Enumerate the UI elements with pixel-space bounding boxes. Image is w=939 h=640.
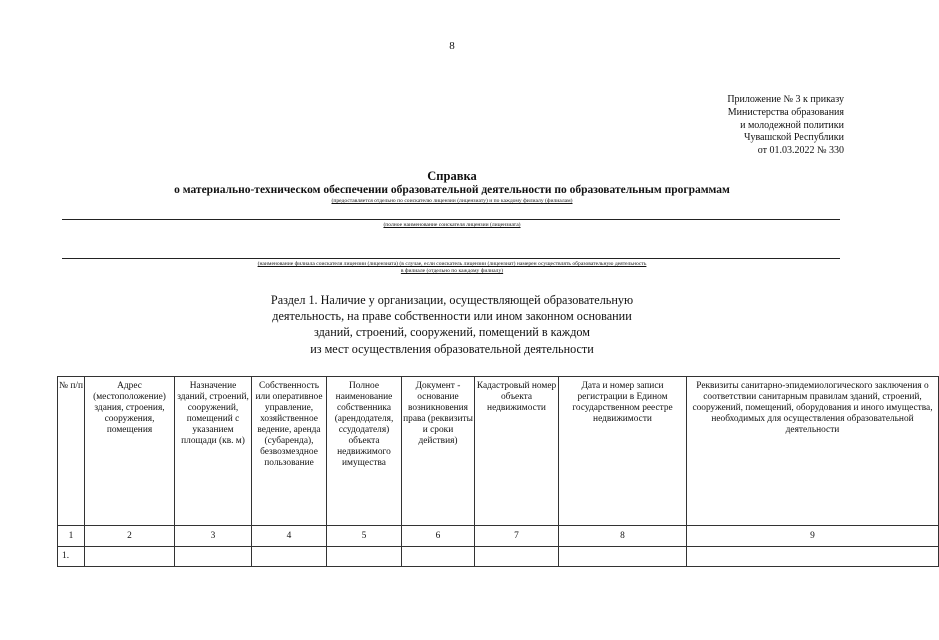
branch-caption-line: в филиале (отдельно по каждому филиалу) bbox=[400, 268, 504, 274]
header-cell: Кадастровый номер объекта недвижимости bbox=[475, 377, 559, 526]
table-cell[interactable] bbox=[687, 547, 939, 567]
full-name-field-line[interactable] bbox=[62, 219, 840, 220]
table-cell[interactable] bbox=[475, 547, 559, 567]
column-number: 5 bbox=[327, 526, 402, 547]
table-row bbox=[58, 547, 939, 567]
header-cell: Собственность или оперативное управление, хозяйственное ведение, аренда (субаренда), безвозмездное пользование bbox=[252, 377, 327, 526]
branch-name-caption bbox=[150, 261, 754, 275]
table-header-row bbox=[58, 377, 939, 526]
document-title: Справка bbox=[427, 169, 477, 183]
column-number: 4 bbox=[252, 526, 327, 547]
column-number: 1 bbox=[58, 526, 85, 547]
table-cell[interactable] bbox=[252, 547, 327, 567]
section-heading bbox=[0, 292, 904, 357]
header-cell: Адрес (местоположение) здания, строения, сооружения, помещения bbox=[85, 377, 175, 526]
table-cell[interactable] bbox=[85, 547, 175, 567]
section-heading-line: деятельность, на праве собственности или ином законном основании bbox=[272, 309, 632, 324]
header-cell: № п/п bbox=[58, 377, 85, 526]
facilities-table bbox=[57, 376, 939, 567]
table-cell[interactable] bbox=[402, 547, 475, 567]
table-cell[interactable] bbox=[559, 547, 687, 567]
appendix-line: и молодежной политики bbox=[740, 119, 844, 131]
table-cell[interactable] bbox=[175, 547, 252, 567]
appendix-reference bbox=[624, 94, 844, 158]
header-cell: Реквизиты санитарно-эпидемиологического заключения о соответствии санитарным правилам зданий, строений, сооружений, помещений, оборудования и иного имущества, необходимых для осуществления образовательной деятельности bbox=[687, 377, 939, 526]
branch-name-field-line[interactable] bbox=[62, 258, 840, 259]
header-cell: Полное наименование собственника (арендодателя, ссудодателя) объекта недвижимого имущества bbox=[327, 377, 402, 526]
column-number: 6 bbox=[402, 526, 475, 547]
appendix-line: от 01.03.2022 № 330 bbox=[757, 145, 844, 157]
branch-caption-line: (наименование филиала соискателя лицензии (лицензиата) (в случае, если соискатель лицензии (лицензиат) намерен осуществлять образовательную деятельность bbox=[257, 261, 647, 267]
column-number: 3 bbox=[175, 526, 252, 547]
appendix-line: Чувашской Республики bbox=[743, 132, 844, 144]
section-heading-line: зданий, строений, сооружений, помещений в каждом bbox=[313, 325, 590, 340]
appendix-line: Приложение № 3 к приказу bbox=[727, 94, 844, 105]
document-subtitle: о материально-техническом обеспечении образовательной деятельности по образовательным программам bbox=[174, 184, 730, 196]
header-cell: Назначение зданий, строений, сооружений, помещений с указанием площади (кв. м) bbox=[175, 377, 252, 526]
table-cell[interactable]: 1. bbox=[58, 547, 85, 567]
full-name-caption: (полное наименование соискателя лицензии (лицензиата) bbox=[383, 222, 521, 228]
column-number: 8 bbox=[559, 526, 687, 547]
header-cell: Документ - основание возникновения права (реквизиты и сроки действия) bbox=[402, 377, 475, 526]
column-number-row bbox=[58, 526, 939, 547]
column-number: 7 bbox=[475, 526, 559, 547]
table-cell[interactable] bbox=[327, 547, 402, 567]
header-cell: Дата и номер записи регистрации в Едином государственном реестре недвижимости bbox=[559, 377, 687, 526]
submission-note: (предоставляется отдельно по соискателю лицензии (лицензиату) и по каждому филиалу (филиалам) bbox=[331, 198, 573, 204]
column-number: 2 bbox=[85, 526, 175, 547]
section-heading-line: Раздел 1. Наличие у организации, осуществляющей образовательную bbox=[270, 293, 634, 307]
column-number: 9 bbox=[687, 526, 939, 547]
section-heading-line: из мест осуществления образовательной деятельности bbox=[310, 341, 594, 356]
page-number: 8 bbox=[449, 40, 455, 52]
appendix-line: Министерства образования bbox=[727, 106, 844, 118]
